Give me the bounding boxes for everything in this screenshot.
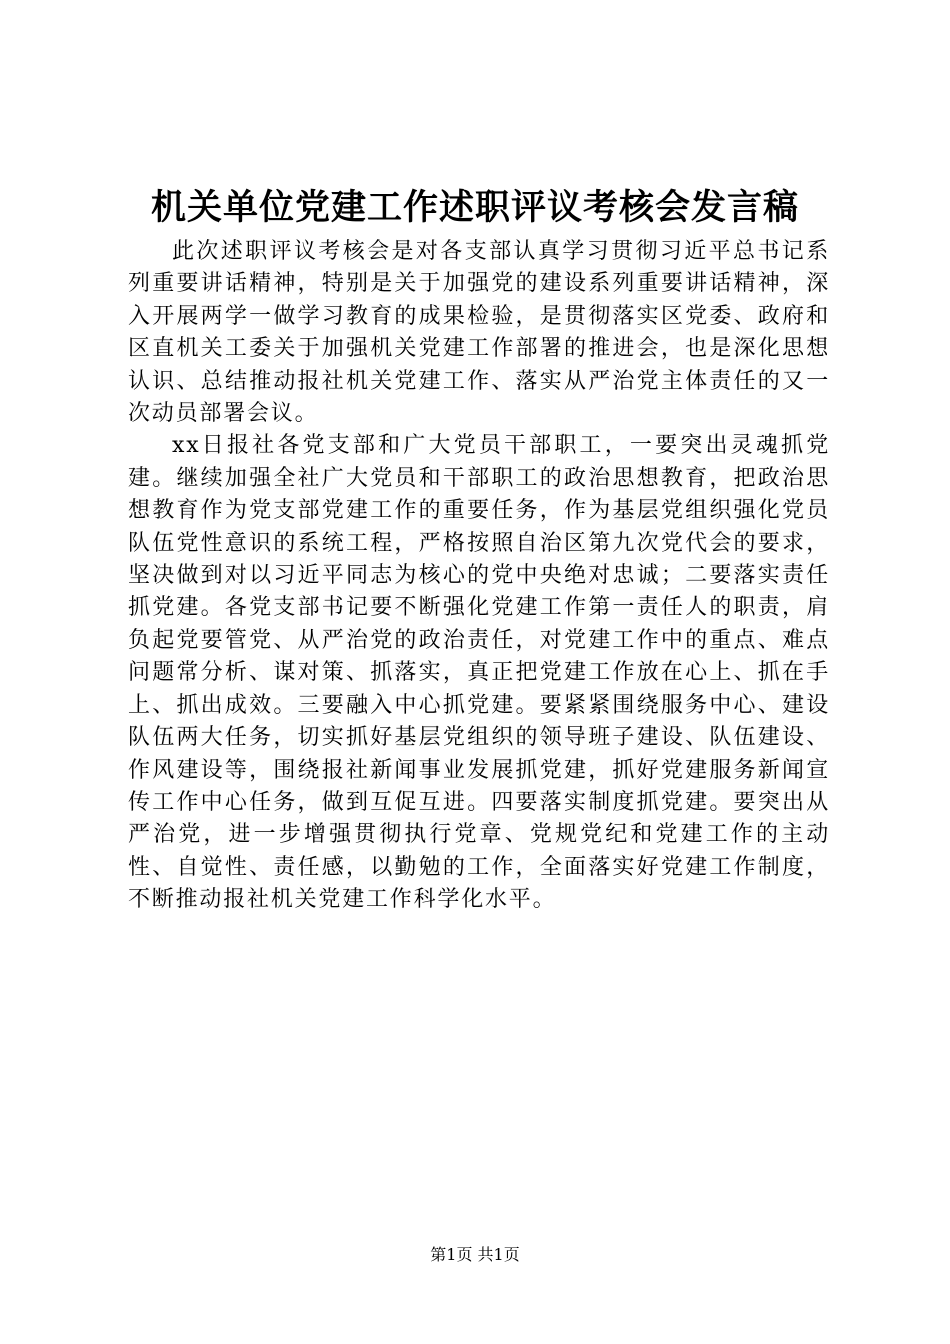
paragraph-1: 此次述职评议考核会是对各支部认真学习贯彻习近平总书记系列重要讲话精神，特别是关于加强党的建设系列重要讲话精神，深入开展两学一做学习教育的成果检验，是贯彻落实区党委、政府和区直机关工委关于加强机关党建工作部署的推进会，也是深化思想认识、总结推动报社机关党建工作、落实从严治党主体责任的又一次动员部署会议。 <box>128 239 830 427</box>
document-body <box>128 236 830 917</box>
page-footer: 第1页 共1页 <box>430 1245 520 1264</box>
paragraph-2: xx日报社各党支部和广大党员干部职工，一要突出灵魂抓党建。继续加强全社广大党员和干部职工的政治思想教育，把政治思想教育作为党支部党建工作的重要任务，作为基层党组织强化党员队伍党性意识的系统工程，严格按照自治区第九次党代会的要求，坚决做到对以习近平同志为核心的党中央绝对忠诚；二要落实责任抓党建。各党支部书记要不断强化党建工作第一责任人的职责，肩负起党要管党、从严治党的政治责任，对党建工作中的重点、难点问题常分析、谋对策、抓落实，真正把党建工作放在心上、抓在手上、抓出成效。三要融入中心抓党建。要紧紧围绕服务中心、建设队伍两大任务，切实抓好基层党组织的领导班子建设、队伍建设、作风建设等，围绕报社新闻事业发展抓党建，抓好党建服务新闻宣传工作中心任务，做到互促互进。四要落实制度抓党建。要突出从严治党，进一步增强贯彻执行党章、党规党纪和党建工作的主动性、自觉性、责任感，以勤勉的工作，全面落实好党建工作制度，不断推动报社机关党建工作科学化水平。 <box>128 433 830 913</box>
document-title: 机关单位党建工作述职评议考核会发言稿 <box>150 187 799 228</box>
